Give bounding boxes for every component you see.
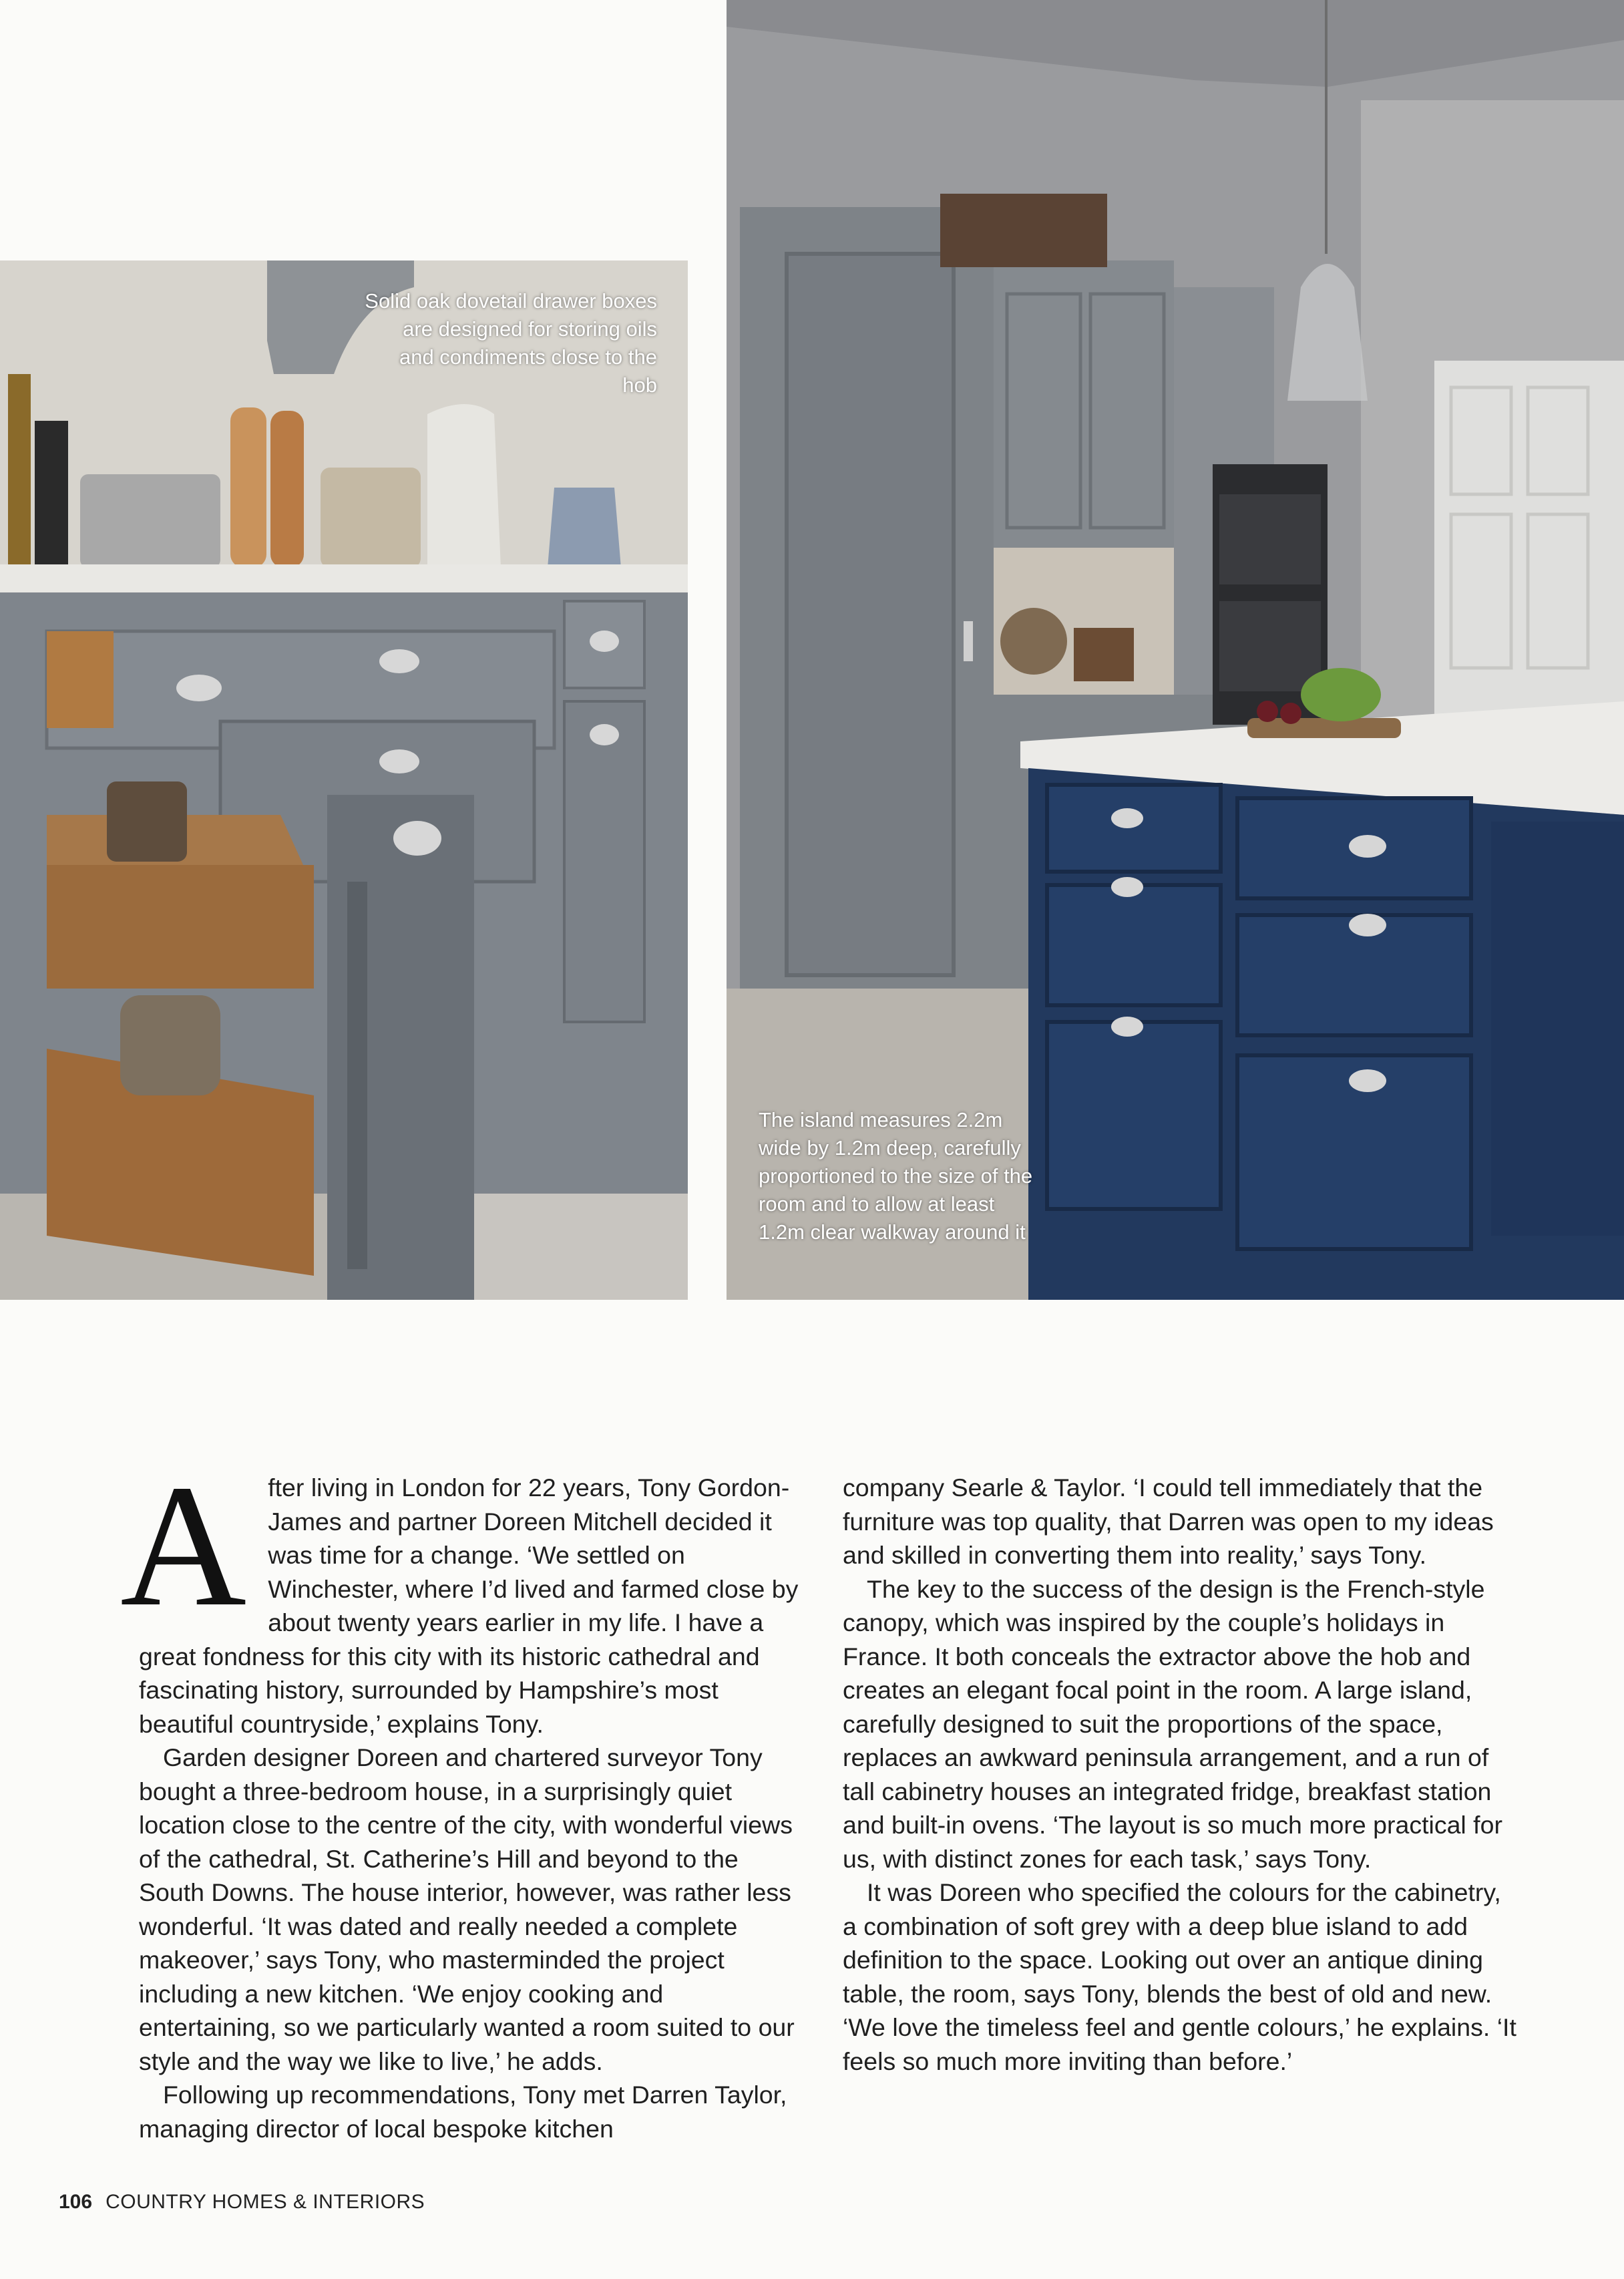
paragraph-2: Garden designer Doreen and chartered surveyor Tony bought a three-bedroom house, in a surprisingly quiet location close to the centre of the city, with wonderful views of the cathedral, St. Catherine’s Hill and beyond to the South Downs. The house interior, however, was rather less wonderful. ‘It was dated and really needed a complete makeover,’ says Tony, who masterminded the project including a new kitchen. ‘We enjoy cooking and entertaining, so we particularly wanted a room suited to our style and the way we like to live,’ he adds. xyxy=(139,1743,795,2075)
paragraph-1-text: fter living in London for 22 years, Tony Gordon-James and partner Doreen Mitchell decided it was time for a change. ‘We settled on Winchester, where I’d lived and farmed close by about twenty years earlier in my life. I have a great fondness for this city with its historic cathedral and fascinating history, surrounded by Hampshire’s most beautiful countryside,’ explains Tony. xyxy=(139,1473,799,1738)
paragraph-1 xyxy=(120,1449,800,1741)
photo-kitchen-island xyxy=(727,0,1624,1300)
paragraph-5: The key to the success of the design is the French-style canopy, which was inspired by the couple’s holidays in France. It both conceals the extractor above the hob and creates an elegant focal point in the room. A large island, carefully designed to suit the proportions of the space, replaces an awkward peninsula arrangement, and a run of tall cabinetry houses an integrated fridge, breakfast station and built-in ovens. ‘The layout is so much more practical for us, with distinct zones for each task,’ says Tony. xyxy=(843,1574,1502,1873)
article-column-left xyxy=(120,1449,800,2145)
magazine-name: COUNTRY HOMES & INTERIORS xyxy=(106,2191,425,2213)
paragraph-4: company Searle & Taylor. ‘I could tell immediately that the furniture was top quality, that Darren was open to my ideas and skilled in converting them into reality,’ says Tony. xyxy=(843,1473,1494,1569)
paragraph-3: Following up recommendations, Tony met Darren Taylor, managing director of local bespoke kitchen xyxy=(139,2081,787,2143)
article-column-right xyxy=(843,1471,1517,2078)
caption-island: The island measures 2.2m wide by 1.2m deep, carefully proportioned to the size of the room and to allow at least 1.2m clear walkway around it xyxy=(759,1108,1033,1244)
paragraph-6: It was Doreen who specified the colours for the cabinetry, a combination of soft grey with a deep blue island to add definition to the space. Looking out over an antique dining table, the room, says Tony, blends the best of old and new. ‘We love the timeless feel and gentle colours,’ he explains. ‘It feels so much more inviting than before.’ xyxy=(843,1878,1516,2075)
photo-oak-drawers xyxy=(0,260,688,1300)
drop-cap: A xyxy=(120,1449,247,1642)
kitchen-island-illustration xyxy=(727,0,1624,1300)
page-footer xyxy=(59,2191,425,2214)
kitchen-drawers-illustration xyxy=(0,260,688,1300)
caption-drawers: Solid oak dovetail drawer boxes are designed for storing oils and condiments close to the hob xyxy=(365,289,657,397)
page-number: 106 xyxy=(59,2191,93,2213)
